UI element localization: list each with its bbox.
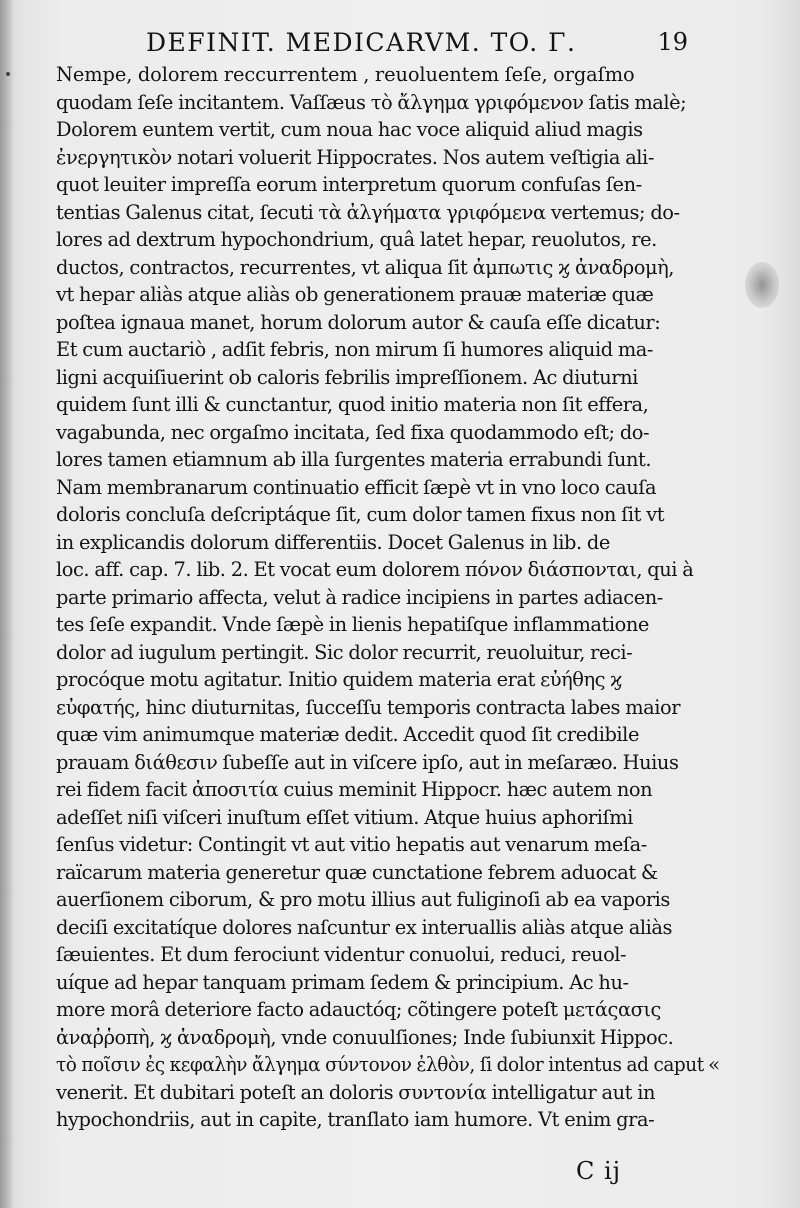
ink-speck: [6, 72, 10, 76]
page-edge-shadow: [0, 0, 14, 1208]
text-line: deciſi excitatíque dolores naſcuntur ex interuallis aliàs atque aliàs: [56, 915, 672, 939]
page-number: 19: [657, 28, 688, 56]
text-line: lores tamen etiamnum ab illa ſurgentes materia errabundi ſunt.: [56, 448, 652, 471]
text-line: τὸ ποῖσιν ἐς κεφαλὴν ἄλγημα σύντονον ἐλθὸν, ſi dolor intentus ad caput: [56, 1053, 704, 1076]
text-line: ſæuientes. Et dum ferociunt videntur conuolui, reduci, reuol-: [56, 943, 627, 966]
text-line: raïcarum materia generetur quæ cunctatione febrem aduocat &: [56, 860, 658, 884]
signature-mark: C ij: [576, 1157, 622, 1185]
text-line: rei fidem facit ἀποσιτία cuius meminit Hippocr. hæc autem non: [56, 778, 653, 801]
text-line: tes ſeſe expandit. Vnde ſæpè in lienis hepatiſque inflammatione: [56, 613, 649, 636]
text-line: adeſſet niſi viſceri inuſtum eſſet vitium. Atque huius aphoriſmi: [56, 805, 633, 829]
text-line: prauam διάθεσιν ſubeſſe aut in viſcere ipſo, aut in meſaræo. Huius: [56, 750, 679, 774]
text-line: dolor ad iugulum pertingit. Sic dolor recurrit, reuoluitur, reci-: [56, 640, 633, 664]
text-line: ἀναῤῥοπὴ, ϗ ἀναδρομὴ, vnde conuulſiones; Inde ſubiunxit Hippoc.: [56, 1025, 674, 1049]
text-line: in explicandis dolorum differentiis. Docet Galenus in lib. de: [56, 530, 610, 554]
text-line: auerſionem ciborum, & pro motu illius aut fuliginoſi ab ea vaporis: [56, 888, 670, 911]
text-line: venerit. Et dubitari poteſt an doloris συντονία intelligatur aut in: [56, 1080, 656, 1104]
running-header: [146, 28, 706, 62]
text-line: poſtea ignaua manet, horum dolorum autor & cauſa eſſe dicatur:: [56, 310, 661, 334]
text-line: hypochondriis, aut in capite, tranſlato iam humore. Vt enim gra-: [56, 1108, 655, 1131]
running-title: DEFINIT. MEDICARVM. TO. Γ.: [146, 28, 577, 57]
text-line: quæ vim animumque materiæ dedit. Accedit quod ſit credibile: [56, 723, 639, 746]
text-line: Et cum auctariò , adſit febris, non mirum ſi humores aliquid ma-: [56, 338, 654, 361]
text-line: Dolorem euntem vertit, cum noua hac voce aliquid aliud magis: [56, 118, 643, 141]
text-line: ἐνεργητικὸν notari voluerit Hippocrates. Nos autem veſtigia ali-: [56, 145, 654, 169]
text-line: ductos, contractos, recurrentes, vt aliqua ſit ἀμπωτις ϗ ἀναδρομὴ,: [56, 255, 674, 279]
text-line: parte primario affecta, velut à radice incipiens in partes adiacen-: [56, 585, 663, 609]
text-line: εὐφατής, hinc diuturnitas, ſucceſſu temporis contracta labes maior: [56, 695, 681, 719]
ink-smudge: [745, 262, 779, 308]
text-line: lores ad dextrum hypochondrium, quâ latet hepar, reuolutos, re.: [56, 228, 657, 251]
text-line: vt hepar aliàs atque aliàs ob generationem prauæ materiæ quæ: [56, 283, 654, 306]
text-line: vagabunda, nec orgaſmo incitata, ſed fixa quodammodo eſt; do-: [56, 420, 650, 444]
text-line: more morâ deteriore facto adauctóq; cõtingere poteſt μετάςασις: [56, 998, 661, 1021]
body-text: [56, 61, 704, 1134]
text-line: tentias Galenus citat, ſecuti τὰ ἀλγήματα γριφόμενα vertemus; do-: [56, 200, 680, 224]
margin-mark: «: [708, 1052, 721, 1076]
text-line: ligni acquiſiuerint ob caloris febrilis impreſſionem. Ac diuturni: [56, 365, 638, 389]
text-line: uíque ad hepar tanquam primam ſedem & principium. Ac hu-: [56, 970, 629, 994]
text-line: quodam ſeſe incitantem. Vaſſæus τὸ ἄλγημα γριφόμενον ſatis malè;: [56, 90, 687, 114]
text-line: loc. aff. cap. 7. lib. 2. Et vocat eum dolorem πόνον διάσπονται, qui à: [56, 558, 694, 581]
text-line: quidem ſunt illi & cunctantur, quod initio materia non ſit effera,: [56, 393, 649, 416]
text-line: procóque motu agitatur. Initio quidem materia erat εὐήθης ϗ: [56, 668, 622, 691]
text-line: quot leuiter impreſſa eorum interpretum quorum confuſas ſen-: [56, 173, 642, 196]
text-line: Nempe, dolorem reccurrentem , reuoluentem ſeſe, orgaſmo: [56, 63, 635, 86]
text-line: doloris concluſa deſcriptáque ſit, cum dolor tamen fixus non ſit vt: [56, 503, 665, 526]
text-line: ſenſus videtur: Contingit vt aut vitio hepatis aut venarum meſa-: [56, 833, 647, 856]
text-line: Nam membranarum continuatio efficit ſæpè vt in vno loco cauſa: [56, 475, 657, 499]
